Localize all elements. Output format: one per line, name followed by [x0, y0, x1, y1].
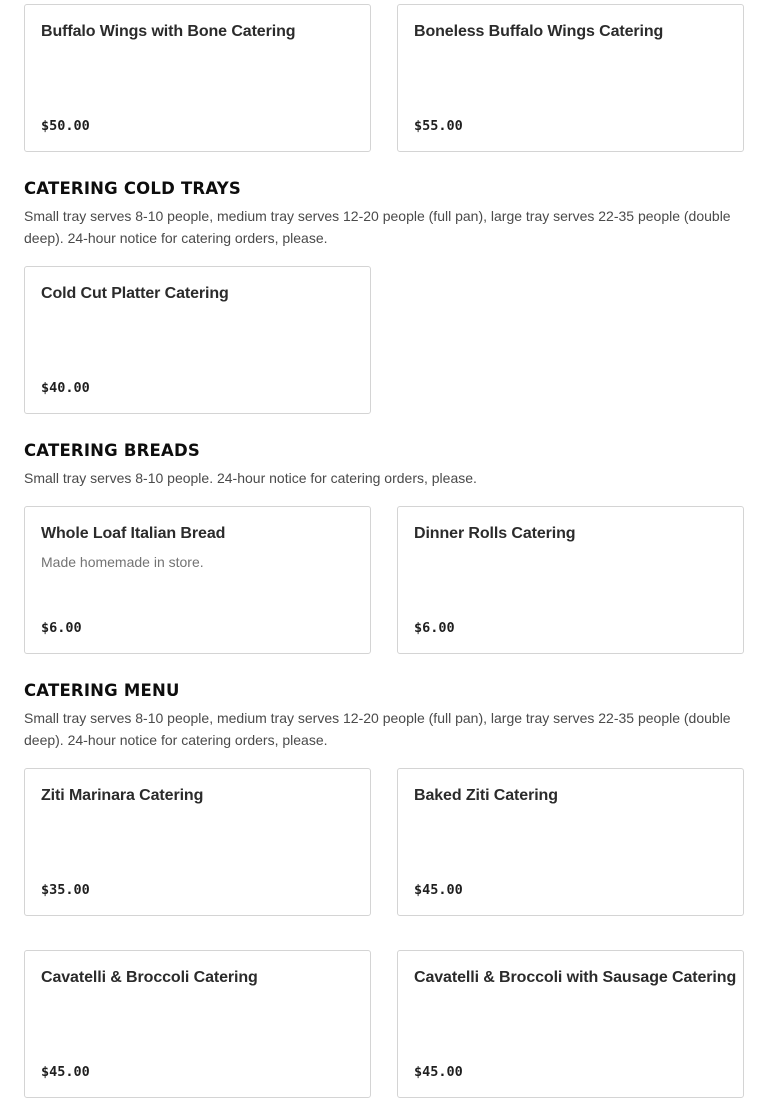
section-description-breads: Small tray serves 8-10 people. 24-hour notice for catering orders, please. — [24, 470, 477, 486]
item-price: $6.00 — [41, 620, 82, 636]
item-name: Cold Cut Platter Catering — [41, 285, 229, 302]
item-price: $45.00 — [41, 1064, 90, 1080]
item-name: Cavatelli & Broccoli with Sausage Catering — [414, 969, 737, 986]
item-price: $35.00 — [41, 882, 90, 898]
item-price: $6.00 — [414, 620, 455, 636]
menu-item-card[interactable] — [397, 950, 744, 1098]
item-name: Whole Loaf Italian Bread — [41, 525, 226, 542]
item-name: Boneless Buffalo Wings Catering — [414, 23, 664, 40]
section-description-cold-trays: Small tray serves 8-10 people, medium tray serves 12-20 people (full pan), large tray serves 22-35 people (double deep). 24-hour notice for catering orders, please. — [24, 208, 731, 246]
item-price: $45.00 — [414, 882, 463, 898]
menu-item-card[interactable] — [397, 768, 744, 916]
section-description-catering-menu: Small tray serves 8-10 people, medium tray serves 12-20 people (full pan), large tray serves 22-35 people (double deep). 24-hour notice for catering orders, please. — [24, 710, 731, 748]
menu-item-card[interactable] — [24, 768, 371, 916]
section-title-breads: CATERING BREADS — [24, 441, 200, 460]
menu-item-card[interactable] — [397, 4, 744, 152]
item-name: Ziti Marinara Catering — [41, 787, 204, 804]
item-name: Buffalo Wings with Bone Catering — [41, 23, 296, 40]
section-title-catering-menu: CATERING MENU — [24, 681, 180, 700]
item-price: $40.00 — [41, 380, 90, 396]
menu-item-card[interactable] — [24, 266, 371, 414]
item-price: $45.00 — [414, 1064, 463, 1080]
menu-item-card[interactable] — [24, 950, 371, 1098]
menu-item-card[interactable] — [24, 506, 371, 654]
menu-item-card[interactable] — [24, 4, 371, 152]
item-name: Baked Ziti Catering — [414, 787, 558, 804]
item-name: Dinner Rolls Catering — [414, 525, 576, 542]
item-name: Cavatelli & Broccoli Catering — [41, 969, 258, 986]
menu-item-card[interactable] — [397, 506, 744, 654]
item-price: $50.00 — [41, 118, 90, 134]
item-price: $55.00 — [414, 118, 463, 134]
section-title-cold-trays: CATERING COLD TRAYS — [24, 179, 241, 198]
item-description: Made homemade in store. — [41, 554, 204, 570]
